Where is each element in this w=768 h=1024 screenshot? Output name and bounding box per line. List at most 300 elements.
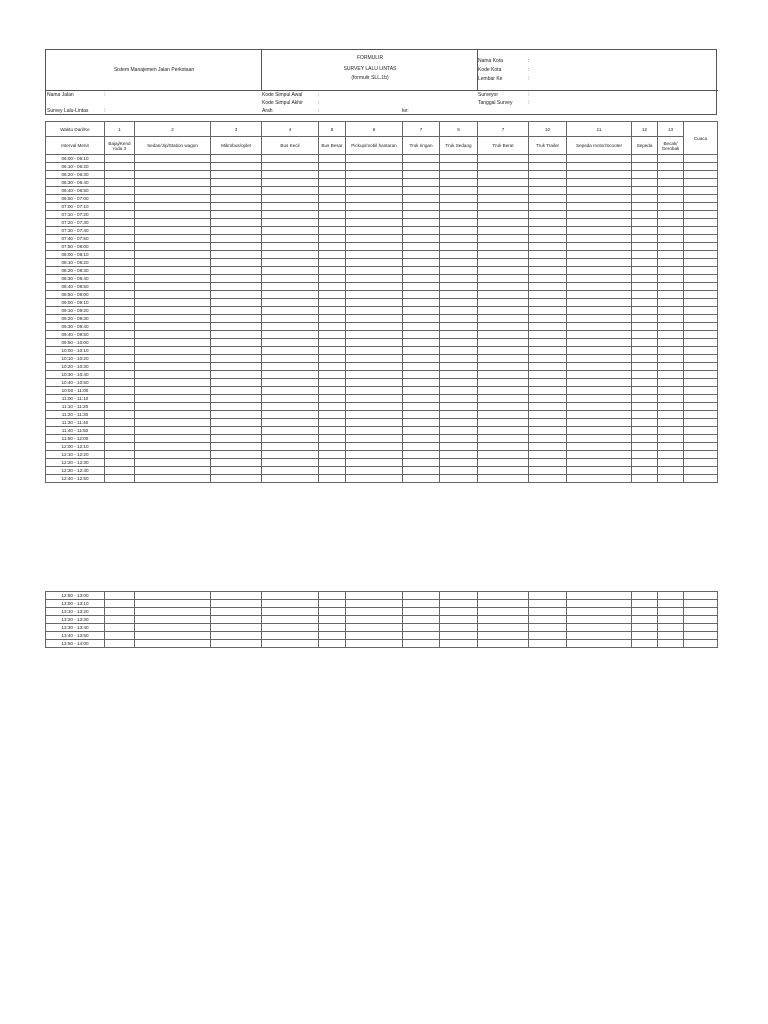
- count-cell[interactable]: [135, 315, 211, 323]
- count-cell[interactable]: [632, 600, 658, 608]
- count-cell[interactable]: [529, 179, 567, 187]
- count-cell[interactable]: [211, 331, 262, 339]
- count-cell[interactable]: [403, 387, 440, 395]
- count-cell[interactable]: [319, 592, 346, 600]
- count-cell[interactable]: [319, 211, 346, 219]
- count-cell[interactable]: [135, 187, 211, 195]
- count-cell[interactable]: [262, 632, 319, 640]
- count-cell[interactable]: [346, 616, 403, 624]
- count-cell[interactable]: [529, 640, 567, 648]
- count-cell[interactable]: [478, 203, 529, 211]
- count-cell[interactable]: [478, 592, 529, 600]
- count-cell[interactable]: [262, 347, 319, 355]
- count-cell[interactable]: [211, 419, 262, 427]
- count-cell[interactable]: [658, 347, 684, 355]
- count-cell[interactable]: [319, 451, 346, 459]
- count-cell[interactable]: [440, 315, 478, 323]
- count-cell[interactable]: [135, 347, 211, 355]
- count-cell[interactable]: [529, 243, 567, 251]
- count-cell[interactable]: [346, 211, 403, 219]
- count-cell[interactable]: [135, 363, 211, 371]
- count-cell[interactable]: [403, 403, 440, 411]
- count-cell[interactable]: [262, 227, 319, 235]
- count-cell[interactable]: [135, 283, 211, 291]
- count-cell[interactable]: [440, 411, 478, 419]
- count-cell[interactable]: [105, 624, 135, 632]
- count-cell[interactable]: [529, 459, 567, 467]
- count-cell[interactable]: [135, 435, 211, 443]
- count-cell[interactable]: [211, 443, 262, 451]
- count-cell[interactable]: [567, 379, 632, 387]
- count-cell[interactable]: [135, 243, 211, 251]
- count-cell[interactable]: [658, 379, 684, 387]
- count-cell[interactable]: [684, 475, 718, 483]
- count-cell[interactable]: [211, 451, 262, 459]
- count-cell[interactable]: [658, 624, 684, 632]
- count-cell[interactable]: [135, 219, 211, 227]
- count-cell[interactable]: [262, 155, 319, 163]
- count-cell[interactable]: [567, 163, 632, 171]
- count-cell[interactable]: [478, 171, 529, 179]
- count-cell[interactable]: [319, 387, 346, 395]
- count-cell[interactable]: [658, 403, 684, 411]
- count-cell[interactable]: [262, 387, 319, 395]
- count-cell[interactable]: [105, 323, 135, 331]
- count-cell[interactable]: [684, 171, 718, 179]
- count-cell[interactable]: [658, 459, 684, 467]
- count-cell[interactable]: [262, 624, 319, 632]
- count-cell[interactable]: [440, 243, 478, 251]
- count-cell[interactable]: [262, 323, 319, 331]
- count-cell[interactable]: [262, 363, 319, 371]
- count-cell[interactable]: [684, 179, 718, 187]
- count-cell[interactable]: [529, 632, 567, 640]
- count-cell[interactable]: [262, 171, 319, 179]
- count-cell[interactable]: [319, 235, 346, 243]
- count-cell[interactable]: [135, 379, 211, 387]
- count-cell[interactable]: [262, 187, 319, 195]
- count-cell[interactable]: [346, 307, 403, 315]
- count-cell[interactable]: [529, 267, 567, 275]
- count-cell[interactable]: [567, 275, 632, 283]
- count-cell[interactable]: [211, 379, 262, 387]
- count-cell[interactable]: [529, 211, 567, 219]
- count-cell[interactable]: [135, 275, 211, 283]
- count-cell[interactable]: [567, 307, 632, 315]
- count-cell[interactable]: [567, 387, 632, 395]
- count-cell[interactable]: [403, 203, 440, 211]
- count-cell[interactable]: [478, 291, 529, 299]
- count-cell[interactable]: [658, 419, 684, 427]
- count-cell[interactable]: [346, 235, 403, 243]
- count-cell[interactable]: [403, 640, 440, 648]
- count-cell[interactable]: [658, 275, 684, 283]
- count-cell[interactable]: [684, 624, 718, 632]
- count-cell[interactable]: [658, 259, 684, 267]
- count-cell[interactable]: [319, 600, 346, 608]
- count-cell[interactable]: [440, 387, 478, 395]
- count-cell[interactable]: [105, 616, 135, 624]
- count-cell[interactable]: [684, 435, 718, 443]
- count-cell[interactable]: [319, 443, 346, 451]
- count-cell[interactable]: [211, 187, 262, 195]
- count-cell[interactable]: [105, 600, 135, 608]
- count-cell[interactable]: [262, 475, 319, 483]
- count-cell[interactable]: [478, 467, 529, 475]
- count-cell[interactable]: [319, 371, 346, 379]
- count-cell[interactable]: [658, 299, 684, 307]
- count-cell[interactable]: [684, 211, 718, 219]
- count-cell[interactable]: [478, 624, 529, 632]
- count-cell[interactable]: [319, 163, 346, 171]
- count-cell[interactable]: [529, 339, 567, 347]
- count-cell[interactable]: [211, 203, 262, 211]
- count-cell[interactable]: [478, 419, 529, 427]
- count-cell[interactable]: [632, 427, 658, 435]
- count-cell[interactable]: [262, 243, 319, 251]
- count-cell[interactable]: [529, 475, 567, 483]
- count-cell[interactable]: [684, 339, 718, 347]
- count-cell[interactable]: [567, 259, 632, 267]
- count-cell[interactable]: [105, 259, 135, 267]
- count-cell[interactable]: [346, 195, 403, 203]
- count-cell[interactable]: [684, 219, 718, 227]
- count-cell[interactable]: [211, 435, 262, 443]
- count-cell[interactable]: [658, 475, 684, 483]
- count-cell[interactable]: [478, 339, 529, 347]
- count-cell[interactable]: [567, 632, 632, 640]
- count-cell[interactable]: [262, 592, 319, 600]
- count-cell[interactable]: [478, 315, 529, 323]
- count-cell[interactable]: [567, 624, 632, 632]
- count-cell[interactable]: [632, 475, 658, 483]
- count-cell[interactable]: [684, 451, 718, 459]
- count-cell[interactable]: [632, 211, 658, 219]
- count-cell[interactable]: [478, 632, 529, 640]
- count-cell[interactable]: [135, 259, 211, 267]
- count-cell[interactable]: [262, 459, 319, 467]
- count-cell[interactable]: [105, 347, 135, 355]
- count-cell[interactable]: [632, 203, 658, 211]
- count-cell[interactable]: [319, 608, 346, 616]
- count-cell[interactable]: [262, 291, 319, 299]
- count-cell[interactable]: [440, 395, 478, 403]
- count-cell[interactable]: [529, 219, 567, 227]
- count-cell[interactable]: [632, 331, 658, 339]
- count-cell[interactable]: [262, 371, 319, 379]
- count-cell[interactable]: [319, 299, 346, 307]
- count-cell[interactable]: [529, 427, 567, 435]
- count-cell[interactable]: [262, 608, 319, 616]
- count-cell[interactable]: [135, 179, 211, 187]
- count-cell[interactable]: [105, 291, 135, 299]
- count-cell[interactable]: [105, 331, 135, 339]
- count-cell[interactable]: [658, 211, 684, 219]
- count-cell[interactable]: [346, 299, 403, 307]
- count-cell[interactable]: [403, 451, 440, 459]
- count-cell[interactable]: [319, 632, 346, 640]
- count-cell[interactable]: [105, 179, 135, 187]
- count-cell[interactable]: [403, 435, 440, 443]
- count-cell[interactable]: [658, 203, 684, 211]
- count-cell[interactable]: [135, 323, 211, 331]
- count-cell[interactable]: [684, 155, 718, 163]
- count-cell[interactable]: [319, 427, 346, 435]
- count-cell[interactable]: [529, 443, 567, 451]
- count-cell[interactable]: [346, 339, 403, 347]
- count-cell[interactable]: [684, 283, 718, 291]
- count-cell[interactable]: [529, 395, 567, 403]
- count-cell[interactable]: [319, 275, 346, 283]
- count-cell[interactable]: [135, 640, 211, 648]
- count-cell[interactable]: [684, 307, 718, 315]
- count-cell[interactable]: [403, 411, 440, 419]
- count-cell[interactable]: [658, 235, 684, 243]
- count-cell[interactable]: [658, 187, 684, 195]
- count-cell[interactable]: [658, 640, 684, 648]
- count-cell[interactable]: [440, 339, 478, 347]
- count-cell[interactable]: [567, 395, 632, 403]
- count-cell[interactable]: [478, 435, 529, 443]
- count-cell[interactable]: [478, 307, 529, 315]
- count-cell[interactable]: [529, 355, 567, 363]
- count-cell[interactable]: [567, 299, 632, 307]
- count-cell[interactable]: [135, 307, 211, 315]
- count-cell[interactable]: [211, 315, 262, 323]
- count-cell[interactable]: [211, 155, 262, 163]
- count-cell[interactable]: [684, 275, 718, 283]
- count-cell[interactable]: [403, 195, 440, 203]
- count-cell[interactable]: [135, 331, 211, 339]
- count-cell[interactable]: [440, 275, 478, 283]
- count-cell[interactable]: [658, 243, 684, 251]
- count-cell[interactable]: [632, 467, 658, 475]
- count-cell[interactable]: [105, 419, 135, 427]
- count-cell[interactable]: [632, 608, 658, 616]
- count-cell[interactable]: [105, 251, 135, 259]
- count-cell[interactable]: [684, 640, 718, 648]
- count-cell[interactable]: [478, 355, 529, 363]
- count-cell[interactable]: [440, 459, 478, 467]
- count-cell[interactable]: [319, 187, 346, 195]
- count-cell[interactable]: [440, 592, 478, 600]
- count-cell[interactable]: [632, 419, 658, 427]
- count-cell[interactable]: [403, 459, 440, 467]
- count-cell[interactable]: [632, 616, 658, 624]
- count-cell[interactable]: [684, 387, 718, 395]
- count-cell[interactable]: [567, 195, 632, 203]
- count-cell[interactable]: [105, 267, 135, 275]
- count-cell[interactable]: [632, 283, 658, 291]
- count-cell[interactable]: [440, 251, 478, 259]
- count-cell[interactable]: [478, 267, 529, 275]
- count-cell[interactable]: [319, 203, 346, 211]
- count-cell[interactable]: [346, 451, 403, 459]
- count-cell[interactable]: [135, 267, 211, 275]
- count-cell[interactable]: [440, 283, 478, 291]
- count-cell[interactable]: [632, 163, 658, 171]
- count-cell[interactable]: [135, 608, 211, 616]
- count-cell[interactable]: [529, 187, 567, 195]
- count-cell[interactable]: [262, 195, 319, 203]
- count-cell[interactable]: [135, 203, 211, 211]
- count-cell[interactable]: [658, 251, 684, 259]
- count-cell[interactable]: [440, 419, 478, 427]
- count-cell[interactable]: [684, 459, 718, 467]
- count-cell[interactable]: [567, 403, 632, 411]
- count-cell[interactable]: [567, 203, 632, 211]
- count-cell[interactable]: [135, 427, 211, 435]
- count-cell[interactable]: [478, 387, 529, 395]
- count-cell[interactable]: [658, 435, 684, 443]
- count-cell[interactable]: [632, 379, 658, 387]
- count-cell[interactable]: [346, 395, 403, 403]
- count-cell[interactable]: [567, 251, 632, 259]
- count-cell[interactable]: [319, 323, 346, 331]
- count-cell[interactable]: [684, 608, 718, 616]
- count-cell[interactable]: [135, 291, 211, 299]
- count-cell[interactable]: [529, 363, 567, 371]
- count-cell[interactable]: [632, 443, 658, 451]
- count-cell[interactable]: [403, 355, 440, 363]
- count-cell[interactable]: [403, 419, 440, 427]
- count-cell[interactable]: [403, 608, 440, 616]
- count-cell[interactable]: [529, 291, 567, 299]
- count-cell[interactable]: [105, 187, 135, 195]
- count-cell[interactable]: [632, 235, 658, 243]
- count-cell[interactable]: [346, 459, 403, 467]
- count-cell[interactable]: [135, 443, 211, 451]
- count-cell[interactable]: [346, 243, 403, 251]
- count-cell[interactable]: [135, 411, 211, 419]
- count-cell[interactable]: [632, 187, 658, 195]
- count-cell[interactable]: [440, 475, 478, 483]
- count-cell[interactable]: [346, 331, 403, 339]
- count-cell[interactable]: [262, 419, 319, 427]
- count-cell[interactable]: [440, 371, 478, 379]
- count-cell[interactable]: [658, 227, 684, 235]
- count-cell[interactable]: [440, 235, 478, 243]
- count-cell[interactable]: [346, 315, 403, 323]
- count-cell[interactable]: [211, 371, 262, 379]
- count-cell[interactable]: [478, 331, 529, 339]
- count-cell[interactable]: [632, 251, 658, 259]
- count-cell[interactable]: [262, 451, 319, 459]
- count-cell[interactable]: [567, 211, 632, 219]
- count-cell[interactable]: [529, 235, 567, 243]
- count-cell[interactable]: [684, 267, 718, 275]
- count-cell[interactable]: [319, 640, 346, 648]
- count-cell[interactable]: [632, 259, 658, 267]
- count-cell[interactable]: [567, 443, 632, 451]
- count-cell[interactable]: [135, 451, 211, 459]
- count-cell[interactable]: [658, 331, 684, 339]
- count-cell[interactable]: [319, 616, 346, 624]
- count-cell[interactable]: [567, 283, 632, 291]
- count-cell[interactable]: [684, 467, 718, 475]
- count-cell[interactable]: [684, 203, 718, 211]
- count-cell[interactable]: [135, 171, 211, 179]
- count-cell[interactable]: [658, 600, 684, 608]
- count-cell[interactable]: [440, 259, 478, 267]
- count-cell[interactable]: [262, 443, 319, 451]
- count-cell[interactable]: [105, 395, 135, 403]
- count-cell[interactable]: [567, 323, 632, 331]
- count-cell[interactable]: [529, 307, 567, 315]
- count-cell[interactable]: [478, 395, 529, 403]
- count-cell[interactable]: [529, 467, 567, 475]
- count-cell[interactable]: [105, 608, 135, 616]
- count-cell[interactable]: [529, 275, 567, 283]
- count-cell[interactable]: [262, 315, 319, 323]
- count-cell[interactable]: [319, 307, 346, 315]
- count-cell[interactable]: [684, 355, 718, 363]
- count-cell[interactable]: [632, 339, 658, 347]
- count-cell[interactable]: [684, 187, 718, 195]
- count-cell[interactable]: [135, 403, 211, 411]
- count-cell[interactable]: [529, 451, 567, 459]
- count-cell[interactable]: [440, 155, 478, 163]
- count-cell[interactable]: [403, 363, 440, 371]
- count-cell[interactable]: [440, 347, 478, 355]
- count-cell[interactable]: [346, 275, 403, 283]
- count-cell[interactable]: [632, 435, 658, 443]
- count-cell[interactable]: [632, 387, 658, 395]
- count-cell[interactable]: [403, 267, 440, 275]
- count-cell[interactable]: [135, 475, 211, 483]
- count-cell[interactable]: [135, 600, 211, 608]
- count-cell[interactable]: [346, 171, 403, 179]
- count-cell[interactable]: [567, 592, 632, 600]
- count-cell[interactable]: [529, 371, 567, 379]
- count-cell[interactable]: [684, 251, 718, 259]
- count-cell[interactable]: [319, 347, 346, 355]
- count-cell[interactable]: [684, 315, 718, 323]
- count-cell[interactable]: [684, 371, 718, 379]
- count-cell[interactable]: [632, 347, 658, 355]
- count-cell[interactable]: [319, 251, 346, 259]
- count-cell[interactable]: [211, 235, 262, 243]
- count-cell[interactable]: [529, 315, 567, 323]
- count-cell[interactable]: [684, 323, 718, 331]
- count-cell[interactable]: [211, 624, 262, 632]
- count-cell[interactable]: [529, 592, 567, 600]
- count-cell[interactable]: [440, 616, 478, 624]
- count-cell[interactable]: [262, 283, 319, 291]
- count-cell[interactable]: [567, 339, 632, 347]
- count-cell[interactable]: [105, 243, 135, 251]
- count-cell[interactable]: [403, 323, 440, 331]
- count-cell[interactable]: [658, 387, 684, 395]
- count-cell[interactable]: [658, 283, 684, 291]
- count-cell[interactable]: [105, 299, 135, 307]
- count-cell[interactable]: [478, 283, 529, 291]
- count-cell[interactable]: [478, 475, 529, 483]
- count-cell[interactable]: [632, 371, 658, 379]
- count-cell[interactable]: [105, 451, 135, 459]
- count-cell[interactable]: [478, 275, 529, 283]
- count-cell[interactable]: [440, 363, 478, 371]
- count-cell[interactable]: [262, 339, 319, 347]
- count-cell[interactable]: [440, 608, 478, 616]
- count-cell[interactable]: [478, 411, 529, 419]
- count-cell[interactable]: [478, 427, 529, 435]
- count-cell[interactable]: [529, 403, 567, 411]
- count-cell[interactable]: [262, 427, 319, 435]
- count-cell[interactable]: [529, 227, 567, 235]
- count-cell[interactable]: [440, 467, 478, 475]
- count-cell[interactable]: [135, 227, 211, 235]
